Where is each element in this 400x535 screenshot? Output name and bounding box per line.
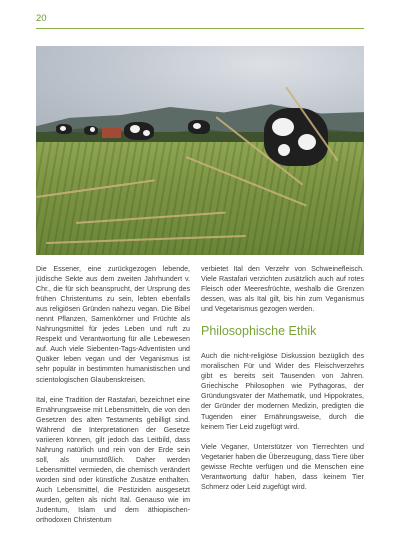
photo-cow-foreground (264, 108, 328, 166)
left-text-column (36, 264, 190, 535)
photo-barn (102, 128, 122, 138)
section-heading: Philosophische Ethik (201, 324, 317, 339)
paragraph-essener: Die Essener, eine zurückgezogen lebende, jüdische Sekte aus dem zweiten Jahrhundert v. Chr., die für sich beansprucht, der Ursprung des frühen Christentums zu sein, lebten ebenfalls aus religiösen Gründen nahezu vegan. Die Bibel nennt Pflanzen, Samenkörner und Früchte als Nahrungsmittel für jedes Leben und ruft zu Respekt und Verantwortung für alle Lebewesen auf. Auch viele Siebenten-Tags-Adventisten und Quäker leben vegan und der Veganismus ist sehr populär in bestimmten humanistischen und scientologischen Glaubenskreisen. (36, 265, 190, 384)
page-number: 20 (36, 13, 47, 24)
paragraph-philosophy: Auch die nicht-religiöse Diskussion bezüglich des moralischen Für und Wider des Fleischverzehrs gibt es bereits seit Tausenden von Jahren. Griechische Philosophen wie Pythagoras, der Gründungsvater der Mathematik, und Hippokrates, der Gründer der modernen Medizin, predigten die Tugenden einer Ernährungsweise, durch die keinem Tier Leid zugefügt wird. (201, 352, 364, 431)
paragraph-ital: Ital, eine Tradition der Rastafari, bezeichnet eine Ernährungsweise mit Lebensmitteln, die von den Gesetzen des alten Testaments gebilligt sind. Während die Interpretationen der Gesetze variieren können, gilt jedoch das Leitbild, dass Nahrung natürlich und rein von der Erde sein soll, als unumstößlich. Daher werden Lebensmittel vermieden, die chemisch verändert worden sind oder künstliche Zusätze enthalten. Auch Lebensmittel, die Pestiziden ausgesetzt wurden, gelten als nicht Ital. Genauso wie im Judentum, Islam und dem äthiopischen-orthodoxen Christentum (36, 395, 190, 525)
pasture-photo (36, 46, 364, 255)
paragraph-animal-rights: Viele Veganer, Unterstützer von Tierrechten und Vegetarier haben die Überzeugung, dass Tiere über gewisse Rechte verfügen und die Menschen eine Verantwortung dafür haben, dass keinem Tier Schmerz oder Leid zugefügt wird. (201, 442, 364, 491)
header-rule (36, 28, 364, 29)
paragraph-ital-continued: verbietet Ital den Verzehr von Schweinefleisch. Viele Rastafari verzichten zusätzlich auch auf rotes Fleisch oder Meeresfrüchte, weshalb die Grenzen dessen, was als Ital gilt, bis hin zum Veganismus und Vegetarismus gezogen werden. (201, 265, 364, 314)
right-text-column (201, 264, 364, 502)
photo-cow-middle (124, 122, 154, 140)
photo-cow-distant-1 (56, 124, 72, 134)
photo-cow-distant-2 (84, 126, 98, 135)
photo-cow-center (188, 120, 210, 134)
